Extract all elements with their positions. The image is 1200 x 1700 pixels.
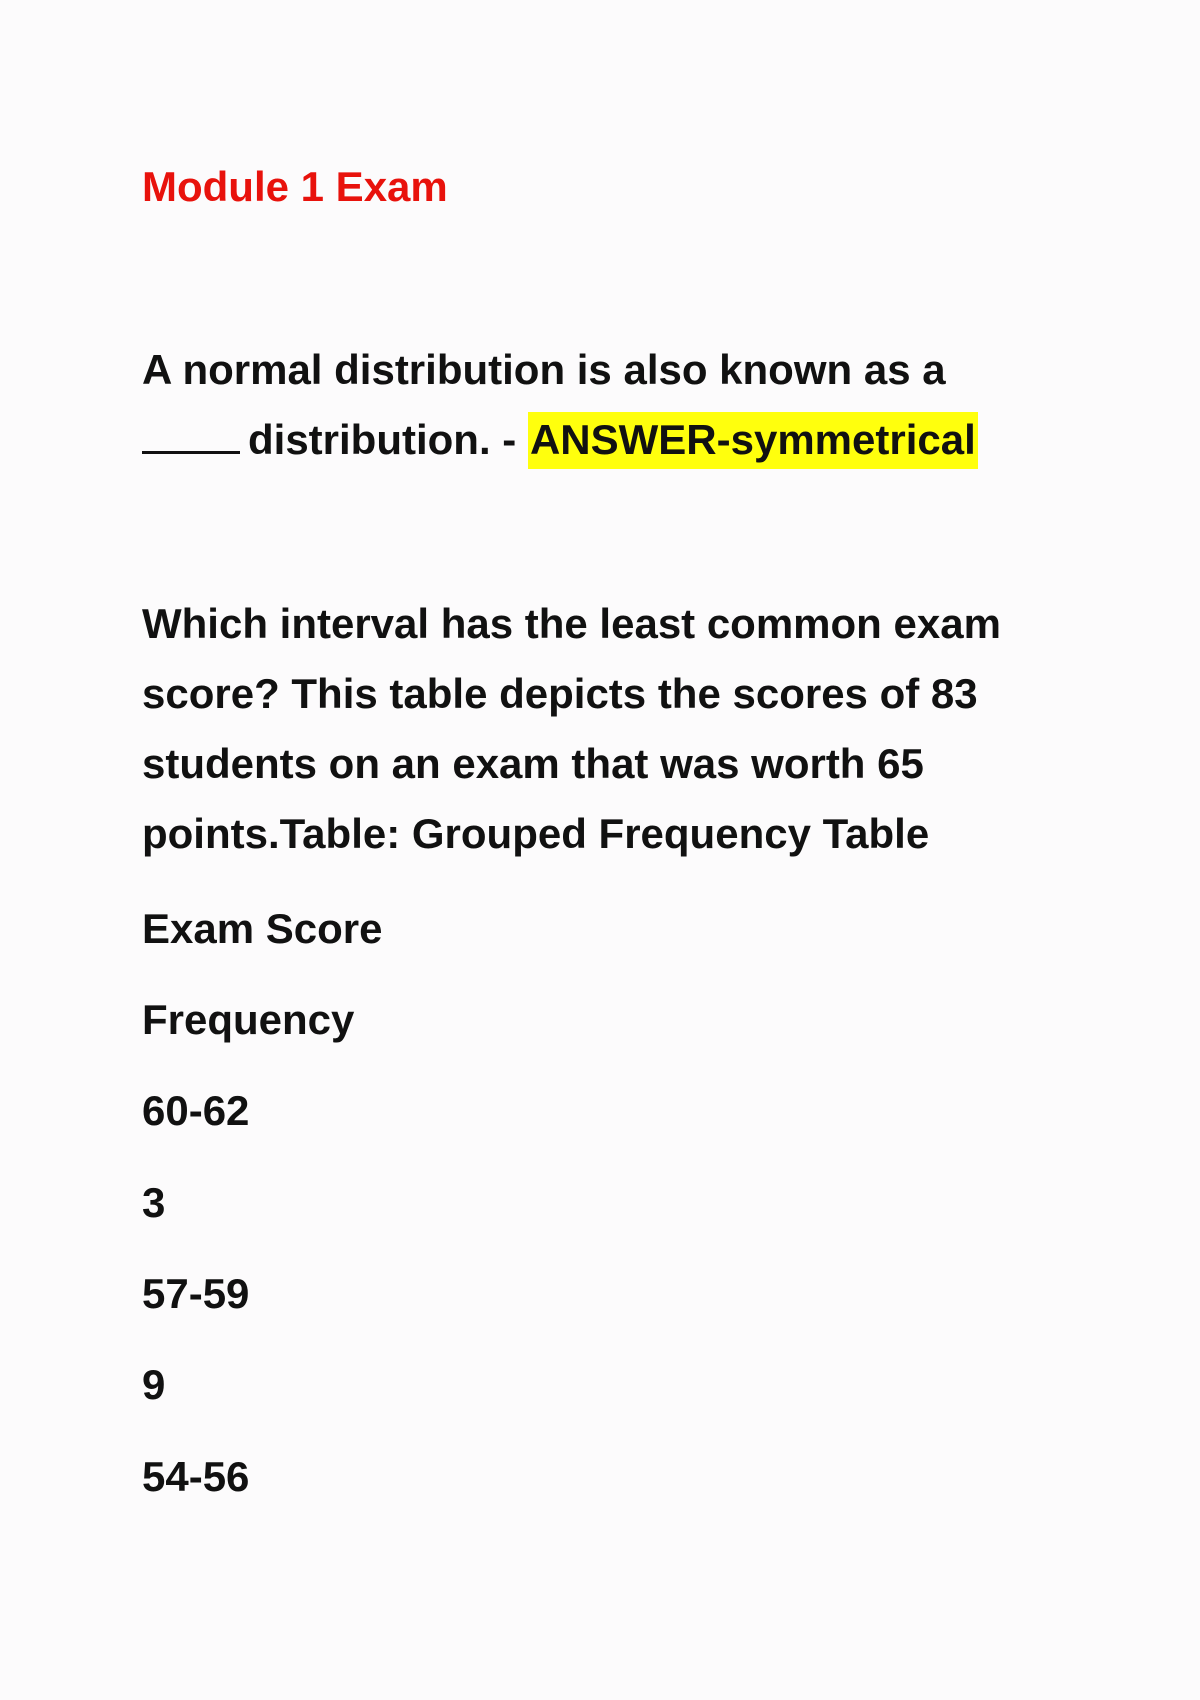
table-header-frequency: Frequency [142, 996, 355, 1043]
document-title: Module 1 Exam [142, 163, 448, 210]
fill-in-blank [142, 417, 240, 454]
table-entry: 54-56 [142, 1453, 250, 1500]
question-2: Which interval has the least common exam score? This table depicts the scores of 83 students on an exam that was worth 65 points.Table: Grouped Frequency Table [142, 600, 1001, 857]
table-entry: 60-62 [142, 1087, 250, 1134]
table-entry: 3 [142, 1179, 166, 1226]
table-entry: 9 [142, 1361, 166, 1408]
table-entry: 57-59 [142, 1270, 250, 1317]
question-1-text-line2: distribution. - [248, 416, 528, 463]
question-1 [142, 335, 1102, 475]
question-1-text-line1: A normal distribution is also known as a [142, 346, 946, 393]
answer-highlight: ANSWER-symmetrical [528, 412, 978, 469]
table-header-exam-score: Exam Score [142, 905, 383, 952]
